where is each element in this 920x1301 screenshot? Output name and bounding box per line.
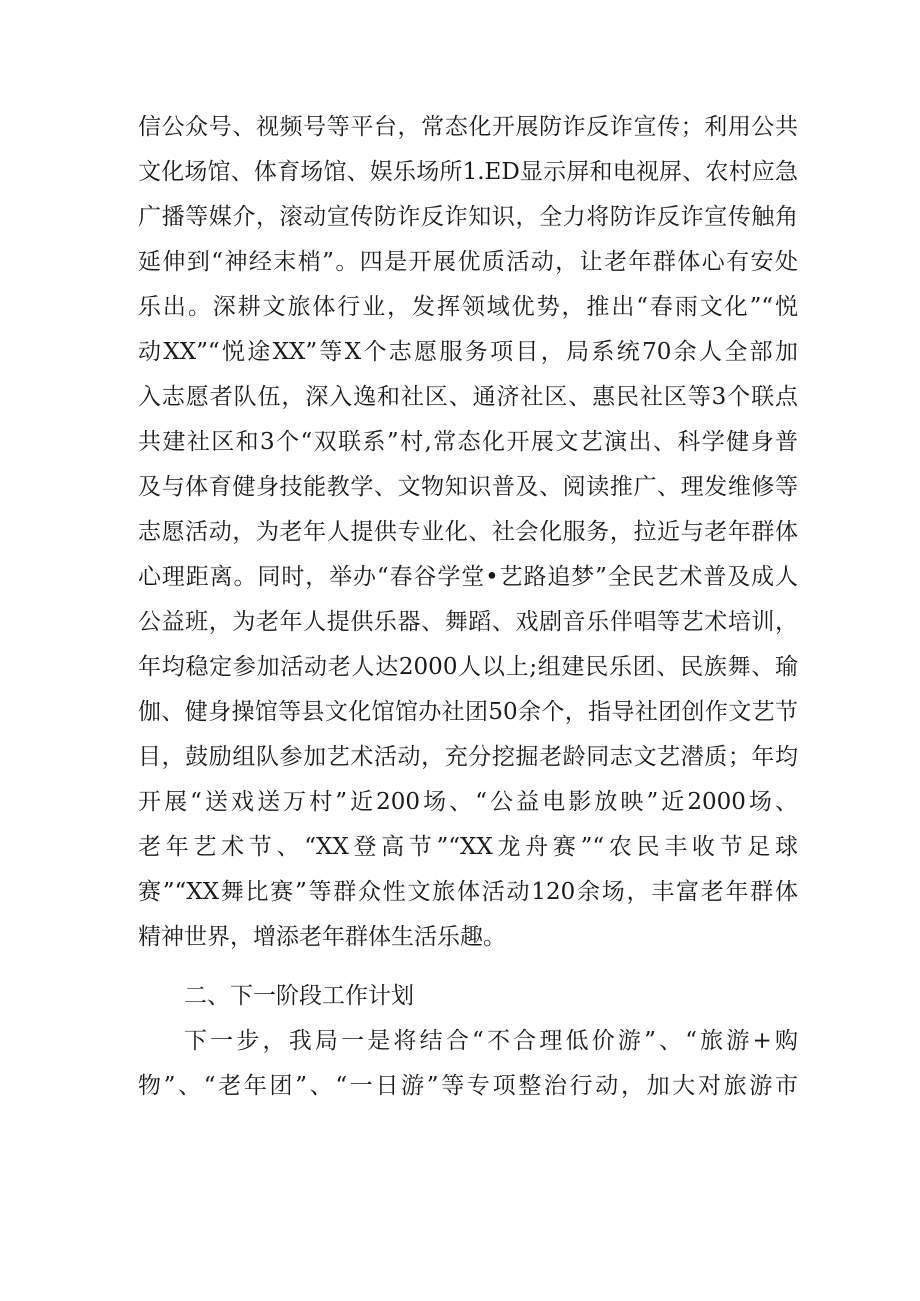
document-body (138, 105, 798, 1109)
text-line: 心理距离。同时，举办“春谷学堂•艺路追梦”全民艺术普及成人 (138, 564, 798, 590)
paragraph-2 (138, 1019, 798, 1109)
text-line: 入志愿者队伍，深入逸和社区、通济社区、惠民社区等3个联点 (138, 384, 798, 410)
text-line: 物”、“老年团”、“一日游”等专项整治行动，加大对旅游市 (138, 1073, 798, 1099)
text-line: 动XX”“悦途XX”等X个志愿服务项目，局系统70余人全部加 (138, 339, 798, 365)
text-line: 精神世界，增添老年群体生活乐趣。 (138, 924, 506, 950)
text-line: 志愿活动，为老年人提供专业化、社会化服务，拉近与老年群体 (138, 519, 798, 545)
text-line: 伽、健身操馆等县文化馆馆办社团50余个，指导社团创作文艺节 (138, 699, 798, 725)
text-line: 目，鼓励组队参加艺术活动，充分挖掘老龄同志文艺潜质；年均 (138, 744, 798, 770)
section-heading: 二、下一阶段工作计划 (184, 983, 414, 1009)
text-line: 共建社区和3个“双联系”村,常态化开展文艺演出、科学健身普 (138, 429, 798, 455)
text-line: 信公众号、视频号等平台，常态化开展防诈反诈宣传；利用公共 (138, 114, 798, 140)
text-line: 延伸到“神经末梢”。四是开展优质活动，让老年群体心有安处 (138, 249, 798, 275)
text-line: 乐出。深耕文旅体行业，发挥领域优势，推出“春雨文化”“悦 (138, 294, 798, 320)
text-line: 开展“送戏送万村”近200场、“公益电影放映”近2000场、 (138, 789, 798, 815)
text-line: 广播等媒介，滚动宣传防诈反诈知识，全力将防诈反诈宣传触角 (138, 204, 798, 230)
text-line: 公益班，为老年人提供乐器、舞蹈、戏剧音乐伴唱等艺术培训， (138, 609, 798, 635)
paragraph-spacer (138, 960, 798, 974)
text-line: 下一步，我局一是将结合“不合理低价游”、“旅游+购 (184, 1028, 798, 1054)
text-line: 年均稳定参加活动老人达2000人以上;组建民乐团、民族舞、瑜 (138, 654, 798, 680)
paragraph-1 (138, 105, 798, 960)
text-line: 赛”“XX舞比赛”等群众性文旅体活动120余场，丰富老年群体 (138, 879, 798, 905)
text-line: 文化场馆、体育场馆、娱乐场所1.ED显示屏和电视屏、农村应急 (138, 159, 798, 185)
text-line: 及与体育健身技能教学、文物知识普及、阅读推广、理发维修等 (138, 474, 798, 500)
text-line: 老年艺术节、“XX登高节”“XX龙舟赛”“农民丰收节足球 (138, 834, 798, 860)
